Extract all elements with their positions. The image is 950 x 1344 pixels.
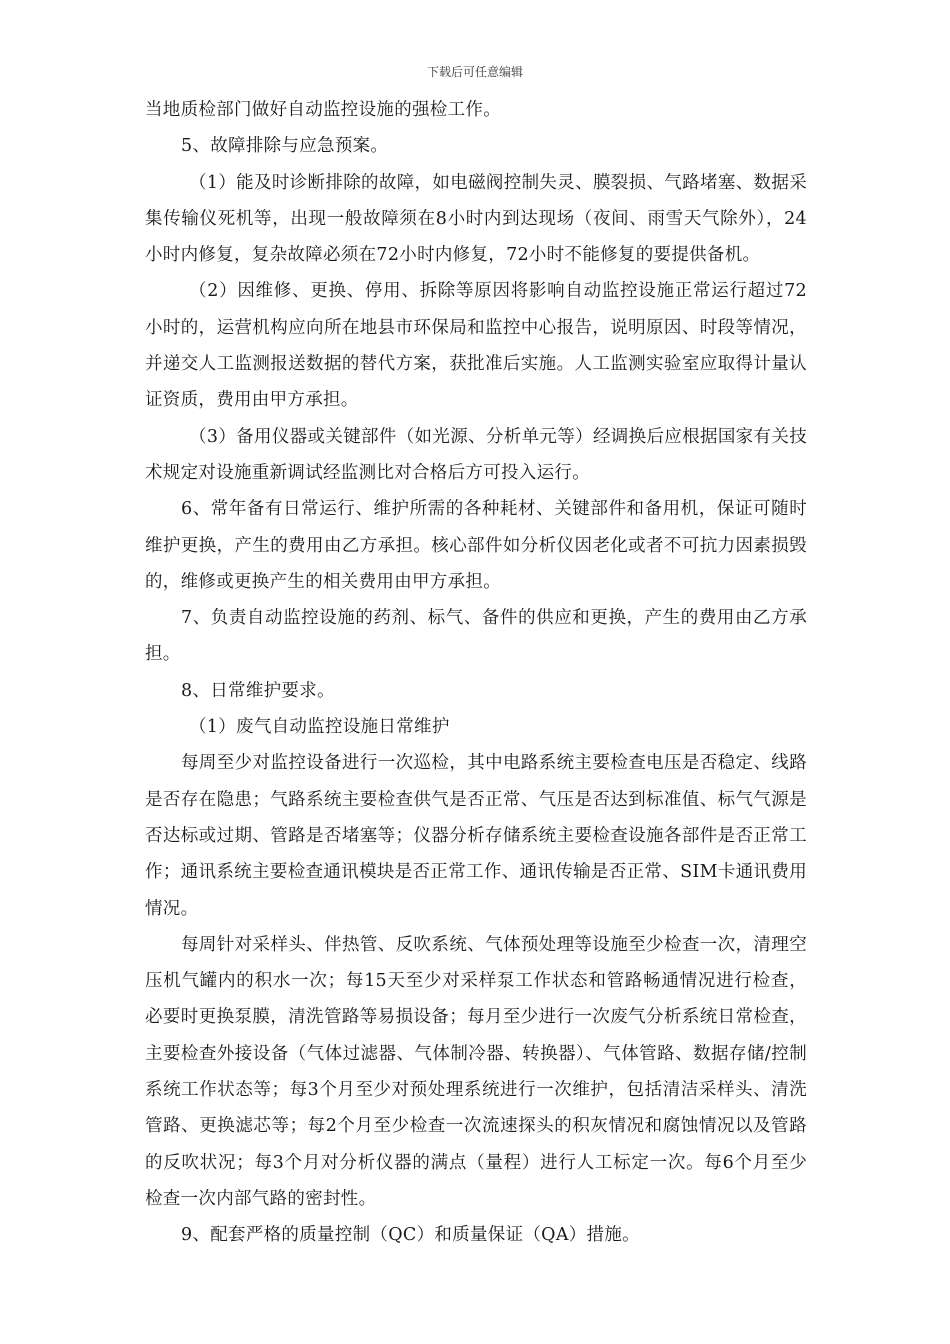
- paragraph-spare-parts: 6、常年备有日常运行、维护所需的各种耗材、关键部件和备用机，保证可随时维护更换，产生的费用由乙方承担。核心部件如分析仪因老化或者不可抗力因素损毁的，维修或更换产生的相关费用由甲方承担。: [145, 499, 807, 592]
- heading-daily-maintenance: 8、日常维护要求。: [181, 680, 335, 701]
- heading-fault-handling: 5、故障排除与应急预案。: [181, 136, 389, 157]
- paragraph-periodic-checks: 每周针对采样头、伴热管、反吹系统、气体预处理等设施至少检查一次，清理空压机气罐内的积水一次；每15天至少对采样泵工作状态和管路畅通情况进行检查，必要时更换泵膜，清洗管路等易损设备；每月至少进行一次废气分析系统日常检查，主要检查外接设备（气体过滤器、气体制冷器、转换器）、气体管路、数据存储/控制系统工作状态等；每3个月至少对预处理系统进行一次维护，包括清洁采样头、清洗管路、更换滤芯等；每2个月至少检查一次流速探头的积灰情况和腐蚀情况以及管路的反吹状况；每3个月对分析仪器的满点（量程）进行人工标定一次。每6个月至少检查一次内部气路的密封性。: [145, 934, 807, 1209]
- subheading-exhaust-maintenance: （1）废气自动监控设施日常维护: [189, 717, 450, 738]
- paragraph-fault-item-2: （2）因维修、更换、停用、拆除等原因将影响自动监控设施正常运行超过72小时的，运营机构应向所在地县市环保局和监控中心报告，说明原因、时段等情况，并递交人工监测报送数据的替代方案，获批准后实施。人工监测实验室应取得计量认证资质，费用由甲方承担。: [145, 281, 807, 411]
- document-body: [145, 92, 807, 1254]
- paragraph-weekly-inspection: 每周至少对监控设备进行一次巡检，其中电路系统主要检查电压是否稳定、线路是否存在隐患；气路系统主要检查供气是否正常、气压是否达到标准值、标气气源是否达标或过期、管路是否堵塞等；仪器分析存储系统主要检查设施各部件是否正常工作；通讯系统主要检查通讯模块是否正常工作、通讯传输是否正常、SIM卡通讯费用情况。: [145, 753, 807, 919]
- paragraph-fault-item-3: （3）备用仪器或关键部件（如光源、分析单元等）经调换后应根据国家有关技术规定对设施重新调试经监测比对合格后方可投入运行。: [145, 426, 807, 483]
- page-header-note: 下载后可任意编辑: [426, 65, 523, 79]
- paragraph-strong-inspection: 当地质检部门做好自动监控设施的强检工作。: [145, 100, 501, 120]
- heading-quality-control: 9、配套严格的质量控制（QC）和质量保证（QA）措施。: [181, 1225, 640, 1246]
- paragraph-fault-item-1: （1）能及时诊断排除的故障，如电磁阀控制失灵、膜裂损、气路堵塞、数据采集传输仪死机等，出现一般故障须在8小时内到达现场（夜间、雨雪天气除外），24小时内修复，复杂故障必须在72小时内修复，72小时不能修复的要提供备机。: [145, 172, 807, 266]
- paragraph-reagents-supply: 7、负责自动监控设施的药剂、标气、备件的供应和更换，产生的费用由乙方承担。: [145, 608, 807, 665]
